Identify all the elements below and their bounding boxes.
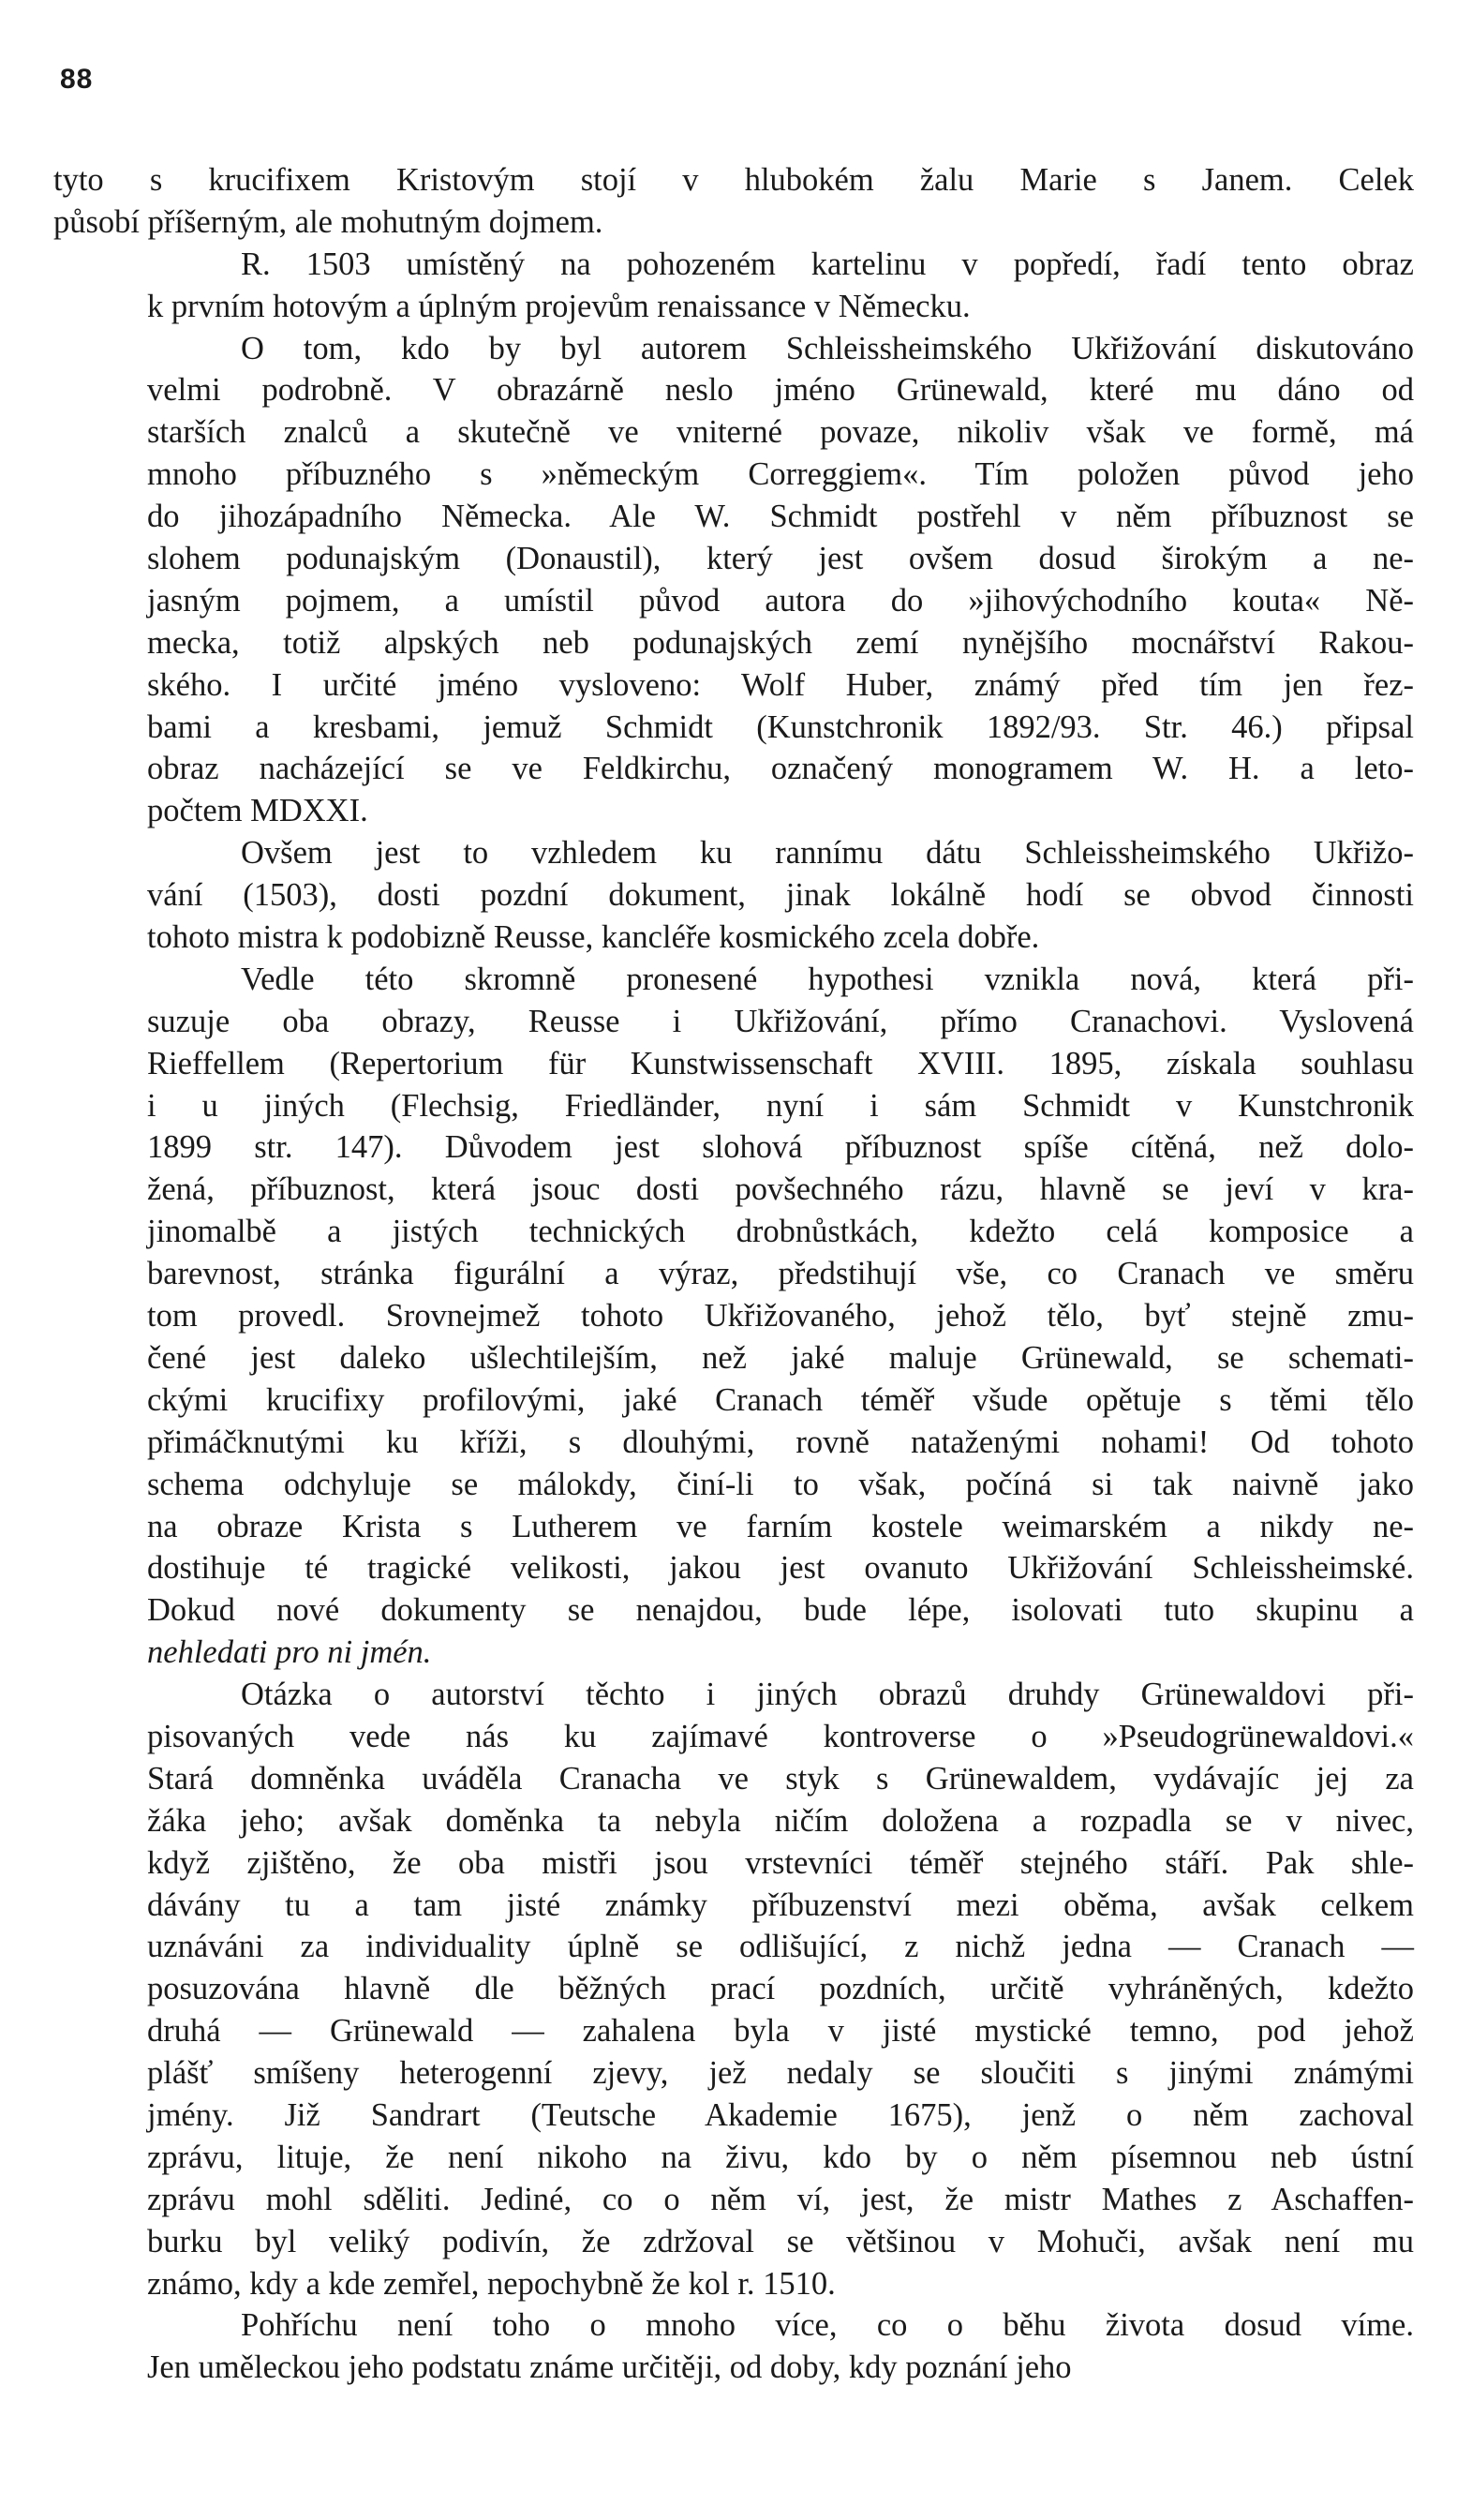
text-line: bami a kresbami, jemuž Schmidt (Kunstchronik 1892/93. Str. 46.) připsal xyxy=(147,708,1414,745)
paragraph xyxy=(53,1674,1414,2304)
text-line: R. 1503 umístěný na pohozeném kartelinu v popředí, řadí tento obraz xyxy=(241,246,1414,282)
text-line: Otázka o autorství těchto i jiných obrazů druhdy Grünewaldovi při- xyxy=(241,1677,1414,1713)
text-line: počtem MDXXI. xyxy=(147,793,368,829)
text-line: uznáváni za individuality úplně se odlišující, z nichž jedna — Cranach — xyxy=(147,1929,1414,1965)
body-text xyxy=(53,159,1414,2389)
text-line: Dokud nové dokumenty se nenajdou, bude lépe, isolovati tuto skupinu a xyxy=(147,1592,1414,1629)
text-line: zprávu mohl sděliti. Jediné, co o něm ví, jest, že mistr Mathes z Aschaffen- xyxy=(147,2181,1414,2217)
text-line: dávány tu a tam jisté známky příbuzenství mezi oběma, avšak celkem xyxy=(147,1886,1414,1923)
text-line: pisovaných vede nás ku zajímavé kontroverse o »Pseudogrünewaldovi.« xyxy=(147,1718,1414,1754)
text-line: barevnost, stránka figurální a výraz, předstihují vše, co Cranach ve směru xyxy=(147,1256,1414,1292)
text-line: když zjištěno, že oba mistři jsou vrstevníci téměř stejného stáří. Pak shle- xyxy=(147,1844,1414,1881)
text-line: Ovšem jest to vzhledem ku rannímu dátu Schleissheimského Ukřižo- xyxy=(241,835,1414,872)
text-line: žáka jeho; avšak doměnka ta nebyla ničím doložena a rozpadla se v nivec, xyxy=(147,1802,1414,1839)
text-line: tom provedl. Srovnejmež tohoto Ukřižovaného, jehož tělo, byť stejně zmu- xyxy=(147,1298,1414,1335)
text-line: ského. I určité jméno vysloveno: Wolf Huber, známý před tím jen řez- xyxy=(147,666,1414,703)
text-line: žená, příbuznost, která jsouc dosti povšechného rázu, hlavně se jeví v kra- xyxy=(147,1171,1414,1208)
text-line: suzuje oba obrazy, Reusse i Ukřižování, přímo Cranachovi. Vyslovená xyxy=(147,1003,1414,1039)
text-line: vání (1503), dosti pozdní dokument, jinak lokálně hodí se obvod činnosti xyxy=(147,877,1414,914)
text-line: působí příšerným, ale mohutným dojmem. xyxy=(53,203,603,240)
text-line: dostihuje té tragické velikosti, jakou jest ovanuto Ukřižování Schleissheimské. xyxy=(147,1550,1414,1587)
text-line: O tom, kdo by byl autorem Schleissheimského Ukřižování diskutováno xyxy=(241,330,1414,366)
paragraph xyxy=(53,159,1414,244)
text-line: zprávu, lituje, že není nikoho na živu, kdo by o něm písemnou neb ústní xyxy=(147,2139,1414,2175)
text-line: mnoho příbuzného s »německým Correggiem«. Tím položen původ jeho xyxy=(147,456,1414,493)
text-line: jinomalbě a jistých technických drobnůstkách, kdežto celá komposice a xyxy=(147,1214,1414,1250)
paragraph xyxy=(53,244,1414,328)
text-line: na obraze Krista s Lutherem ve farním kostele weimarském a nikdy ne- xyxy=(147,1508,1414,1544)
text-line: Stará domněnka uváděla Cranacha ve styk s Grünewaldem, vydávajíc jej za xyxy=(147,1760,1414,1797)
paragraph xyxy=(53,328,1414,833)
paragraph xyxy=(53,959,1414,1674)
text-line: nehledati pro ni jmén. xyxy=(147,1634,432,1671)
text-line: Rieffellem (Repertorium für Kunstwissenschaft XVIII. 1895, získala souhlasu xyxy=(147,1045,1414,1081)
text-line: Pohříchu není toho o mnoho více, co o běhu života dosud víme. xyxy=(241,2307,1414,2344)
text-line: slohem podunajským (Donaustil), který jest ovšem dosud širokým a ne- xyxy=(147,541,1414,577)
text-line: čené jest daleko ušlechtilejším, než jaké maluje Grünewald, se schemati- xyxy=(147,1339,1414,1376)
paragraph xyxy=(53,832,1414,959)
text-line: i u jiných (Flechsig, Friedländer, nyní i sám Schmidt v Kunstchronik xyxy=(147,1087,1414,1124)
text-line: k prvním hotovým a úplným projevům renaissance v Německu. xyxy=(147,288,971,324)
text-line: schema odchyluje se málokdy, činí-li to však, počíná si tak naivně jako xyxy=(147,1466,1414,1502)
text-line: druhá — Grünewald — zahalena byla v jisté mystické temno, pod jehož xyxy=(147,2013,1414,2050)
text-line: tyto s krucifixem Kristovým stojí v hlubokém žalu Marie s Janem. Celek xyxy=(53,162,1414,198)
text-line: velmi podrobně. V obrazárně neslo jméno Grünewald, které mu dáno od xyxy=(147,372,1414,409)
text-line: jasným pojmem, a umístil původ autora do »jihovýchodního kouta« Ně- xyxy=(147,582,1414,619)
page-number: 88 xyxy=(60,64,94,95)
text-line: tohoto mistra k podobizně Reusse, kancléře kosmického zcela dobře. xyxy=(147,919,1040,956)
paragraph xyxy=(53,2304,1414,2389)
text-line: přimáčknutými ku kříži, s dlouhými, rovně nataženými nohami! Od tohoto xyxy=(147,1424,1414,1460)
text-line: obraz nacházející se ve Feldkirchu, označený monogramem W. H. a leto- xyxy=(147,751,1414,787)
text-line: do jihozápadního Německa. Ale W. Schmidt postřehl v něm příbuznost se xyxy=(147,499,1414,535)
text-line: plášť smíšeny heterogenní zjevy, jež nedaly se sloučiti s jinými známými xyxy=(147,2055,1414,2092)
text-line: jmény. Již Sandrart (Teutsche Akademie 1675), jenž o něm zachoval xyxy=(147,2096,1414,2133)
text-line: 1899 str. 147). Důvodem jest slohová příbuznost spíše cítěná, než dolo- xyxy=(147,1129,1414,1166)
text-line: Vedle této skromně pronesené hypothesi vznikla nová, která při- xyxy=(241,961,1414,997)
text-line: mecka, totiž alpských neb podunajských zemí nynějšího mocnářství Rakou- xyxy=(147,624,1414,661)
text-line: starších znalců a skutečně ve vniterné povaze, nikoliv však ve formě, má xyxy=(147,414,1414,451)
text-line: Jen uměleckou jeho podstatu známe určitěji, od doby, kdy poznání jeho xyxy=(147,2349,1072,2386)
text-line: ckými krucifixy profilovými, jaké Cranach téměř všude opětuje s těmi tělo xyxy=(147,1381,1414,1418)
text-line: známo, kdy a kde zemřel, nepochybně že kol r. 1510. xyxy=(147,2265,836,2302)
text-line: burku byl veliký podivín, že zdržoval se většinou v Mohuči, avšak není mu xyxy=(147,2223,1414,2259)
text-line: posuzována hlavně dle běžných prací pozdních, určitě vyhráněných, kdežto xyxy=(147,1971,1414,2007)
